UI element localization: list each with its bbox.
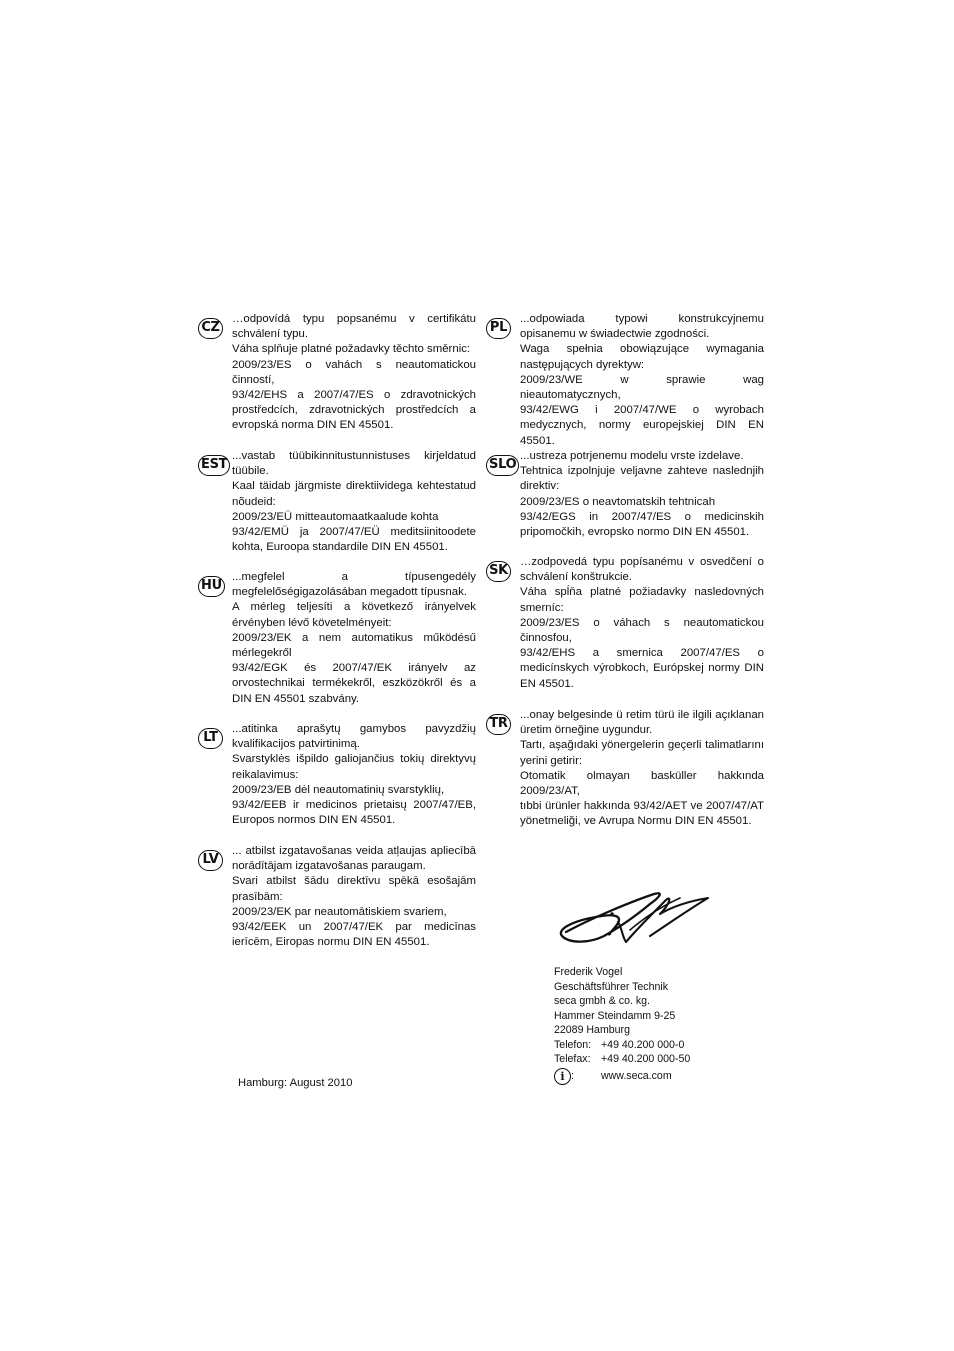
section-text-line: Váha splňuje platné požadavky těchto směrnic: — [232, 343, 471, 356]
section-text-line: 93/42/EMÜ ja 2007/47/EÜ meditsiinitoodete kohta, Euroopa standardile DIN EN 45501. — [232, 526, 476, 554]
section-text-line: 93/42/EWG i 2007/47/WE o wyrobach medycznych, normy europejskiej DIN EN 45501. — [520, 404, 764, 447]
section-text-line: Svari atbilst šādu direktīvu spēkā esošajām prasībām: — [232, 875, 476, 903]
section-text-line: ...vastab tüübikinnitustunnistuses kirjeldatud tüübile. — [232, 450, 476, 478]
contact-block — [554, 965, 690, 1085]
section-text-line: Otomatik olmayan basküller hakkında 2009/23/AT, — [520, 769, 764, 798]
section-text-line: ...odpowiada typowi konstrukcyjnemu opisanemu w świadectwie zgodności. — [520, 313, 764, 341]
country-badge-sk: SK — [486, 561, 511, 582]
fax-label: Telefax: — [554, 1053, 591, 1065]
country-badge-cz: CZ — [198, 318, 223, 339]
company-name: seca gmbh & co. kg. — [554, 995, 650, 1007]
info-icon: i — [554, 1068, 571, 1085]
section-text-line: Váha spĺňa platné požiadavky nasledovných smerníc: — [520, 586, 764, 614]
signature — [552, 878, 716, 954]
section-text-line: 2009/23/EK a nem automatikus működésű mérlegekről — [232, 631, 476, 660]
country-badge-tr: TR — [486, 714, 511, 735]
phone-number: +49 40.200 000-0 — [601, 1038, 685, 1051]
country-badge-slo: SLO — [486, 455, 519, 476]
website: www.seca.com — [601, 1069, 672, 1082]
section-text-line: 2009/23/WE w sprawie wag nieautomatycznych, — [520, 373, 764, 402]
section-text-line: 93/42/EHS a 2007/47/ES o zdravotnických prostředcích, zdravotnických prostředcích a evropská norma DIN EN 45501. — [232, 389, 476, 432]
country-badge-lv: LV — [198, 850, 223, 871]
fax-number: +49 40.200 000-50 — [601, 1053, 691, 1065]
section-text-line: Waga spełnia obowiązujące wymagania następujących dyrektyw: — [520, 343, 764, 371]
city-address: 22089 Hamburg — [554, 1024, 630, 1036]
section-text-line: …odpovídá typu popsanému v certifikátu schválení typu. — [232, 313, 476, 341]
section-text-line: 2009/23/ES o neavtomatskih tehtnicah — [520, 495, 716, 508]
section-text-line: 93/42/EEK un 2007/47/EK par medicīnas ierīcēm, Eiropas normu DIN EN 45501. — [232, 921, 476, 949]
fax-row — [554, 1052, 690, 1067]
section-text-line: Svarstyklės išpildo galiojančius tokių direktyvų reikalavimus: — [232, 753, 476, 781]
section-text-line: 93/42/EHS a smernica 2007/47/ES o medicínskych výrobkoch, Európskej normy DIN EN 45501. — [520, 647, 764, 690]
section-text-line: ... atbilst izgatavošanas veida atļaujas apliecībā norādītājam izgatavošanas paraugam. — [232, 845, 476, 873]
place-and-date: Hamburg: August 2010 — [238, 1077, 353, 1089]
phone-label: Telefon: — [554, 1038, 592, 1051]
web-label — [554, 1068, 601, 1085]
phone-row — [554, 1038, 690, 1053]
section-text-line: 2009/23/EB dėl neautomatinių svarstyklių, — [232, 783, 445, 796]
signatory-name: Frederik Vogel — [554, 966, 623, 978]
web-row — [554, 1068, 690, 1085]
signatory-title: Geschäftsführer Technik — [554, 980, 669, 993]
section-text-line: Tartı, aşağıdaki yönergelerin geçerli talimatlarını yerini getirir: — [520, 739, 764, 767]
section-text-line: 93/42/EGS in 2007/47/ES o medicinskih pripomočkih, evropsko normo DIN EN 45501. — [520, 510, 764, 539]
section-text-line: ...onay belgesinde ü retim türü ile ilgili açıklanan üretim örneğine uygundur. — [520, 709, 764, 737]
section-text-line: Kaal täidab järgmiste direktiividega kehtestatud nõudeid: — [232, 480, 476, 508]
section-text-line: tıbbi ürünler hakkında 93/42/AET ve 2007/47/AT yönetmeliği, ve Avrupa Normu DIN EN 45501. — [520, 800, 764, 828]
section-text-line: 2009/23/EK par neautomātiskiem svariem, — [232, 905, 447, 918]
section-text-line: 93/42/EEB ir medicinos prietaisų 2007/47/EB, Europos normos DIN EN 45501. — [232, 799, 476, 827]
country-badge-hu: HU — [198, 576, 225, 597]
web-separator: : — [571, 1069, 574, 1082]
country-badge-lt: LT — [198, 728, 223, 749]
section-text-line: 2009/23/ES o vahách s neautomatickou činností, — [232, 358, 476, 386]
street-address: Hammer Steindamm 9-25 — [554, 1009, 676, 1022]
section-text-line: ...atitinka aprašytų gamybos pavyzdžių kvalifikacijos patvirtinimą. — [232, 723, 476, 751]
section-text-line: ...megfelel a típusengedély megfelelőségigazolásában megadott típusnak. — [232, 571, 476, 599]
section-text-line: ...ustreza potrjenemu modelu vrste izdelave. — [520, 450, 744, 462]
country-badge-est: EST — [198, 455, 230, 476]
country-badge-pl: PL — [486, 318, 511, 339]
section-text-line: …zodpovedá typu popísanému v osvedčení o schválení konštrukcie. — [520, 556, 764, 584]
section-text-line: A mérleg teljesíti a következő irányelvek érvényben lévő követelményeit: — [232, 601, 476, 629]
section-text-line: 93/42/EGK és 2007/47/EK irányelv az orvostechnikai termékekről, eszközökről és a DIN EN 45501 szabvány. — [232, 662, 476, 705]
section-text-line: Tehtnica izpolnjuje veljavne zahteve naslednjih direktiv: — [520, 465, 764, 493]
section-text-line: 2009/23/EÜ mitteautomaatkaalude kohta — [232, 510, 439, 523]
section-text-line: 2009/23/ES o váhach s neautomatickou činnosfou, — [520, 616, 764, 645]
